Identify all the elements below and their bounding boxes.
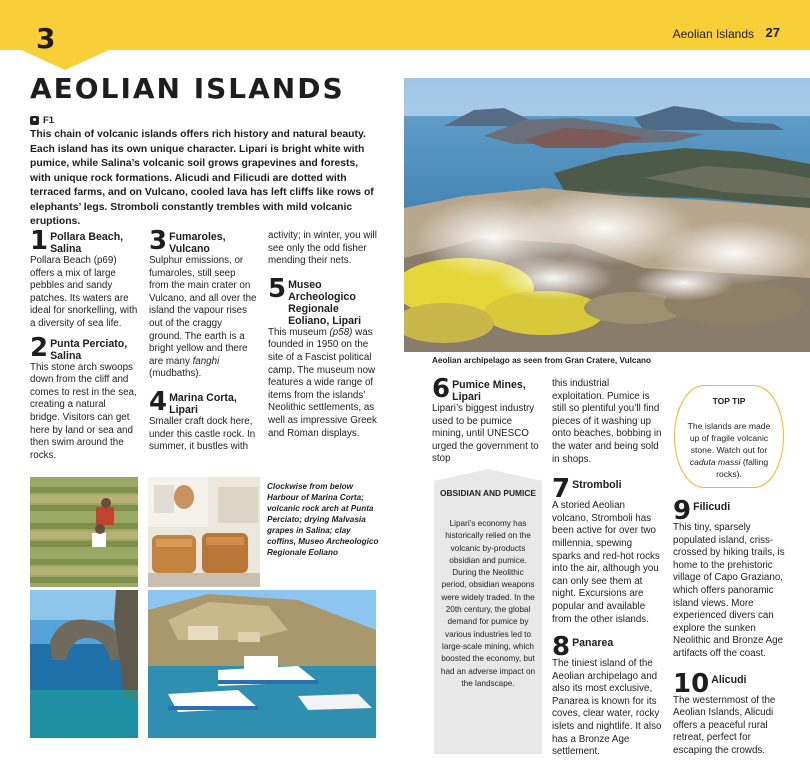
entry-number: 5	[268, 273, 287, 304]
entry-title: Stromboli	[572, 479, 622, 492]
map-reference-label: F1	[43, 115, 55, 126]
entry-title: Punta Perciato, Salina	[50, 337, 128, 362]
map-pin-icon	[30, 116, 39, 125]
entry-title: Pumice Mines, Lipari	[452, 379, 526, 403]
page-number: 27	[765, 25, 780, 40]
entry-number: 7	[552, 474, 571, 505]
entry-body: Lipari’s biggest industry used to be pumice mining, until UNESCO urged the government to stop	[432, 403, 539, 465]
entry-number: 6	[432, 374, 451, 404]
entry-body: This museum (p58) was founded in 1950 on the site of a Fascist political camp. The museum now features a wide range of items from the islands’ Neolithic settlements, as well as impressive Greek and Roman displays.	[268, 326, 377, 439]
top-tip-box	[674, 385, 784, 488]
entry-body: The westernmost of the Aeolian Islands, Alicudi offers a peaceful rural retreat, perfect for escaping the crowds.	[673, 694, 776, 756]
column-3	[268, 230, 380, 450]
top-tip-title: TOP TIP	[712, 396, 746, 406]
entry-number: 2	[30, 332, 49, 363]
column-2	[149, 226, 257, 464]
entry-body: Pollara Beach (p69) offers a mix of large pebbles and sandy patches. Its waters are ideal for snorkelling, with a diversity of sea life.	[30, 255, 138, 329]
entry-title: Alicudi	[711, 673, 747, 686]
entry-number: 1	[30, 226, 49, 256]
entry-4	[149, 386, 257, 454]
entry-10	[673, 668, 785, 758]
photo-captions-clockwise: Clockwise from below Harbour of Marina Corta; volcanic rock arch at Punta Perciato; drying Malvasia grapes in Salina; clay coffins, Museo Archeologico Regionale Eoliano	[267, 482, 379, 557]
entry-number: 10	[673, 668, 710, 699]
photo-marina-corta-harbour	[148, 590, 376, 738]
entry-6	[432, 374, 540, 466]
sidebar-body: Lipari’s economy has historically relied on the volcanic by-products obsidian and pumice. During the Neolithic period, obsidian weapons were widely traded. In the 20th century, the global demand for pumice by various industries led to large-scale mining, which boosted the economy, but had an adverse impact on the landscape.	[440, 519, 536, 688]
photo-punta-perciato-arch	[30, 590, 138, 738]
entry-body: The tiniest island of the Aeolian archipelago and also its most exclusive, Panarea is known for its coves, clear water, rocky islets and nightlife. It also has a Bronze Age settlement.	[552, 658, 662, 758]
entry-number: 4	[149, 386, 168, 417]
sidebar-title: OBSIDIAN AND PUMICE	[439, 488, 536, 498]
main-photo-aeolian-archipelago	[404, 78, 810, 352]
column-5	[552, 378, 662, 769]
entry-7	[552, 474, 662, 626]
column-6	[673, 496, 785, 768]
photo-drying-grapes	[30, 477, 138, 587]
entry-body: This tiny, sparsely populated island, criss-crossed by hiking trails, is home to the prehistoric village of Capo Graziano, which offers panoramic island views. More experienced divers can explore the sunken Neolithic and Bronze Age artifacts off the coast.	[673, 522, 785, 659]
entry-title: Panarea	[572, 637, 614, 650]
entry-title: Fumaroles, Vulcano	[169, 231, 226, 255]
entry-9	[673, 496, 785, 661]
top-tip-body: The islands are made up of fragile volcanic stone. Watch out for caduta massi (falling rocks).	[687, 421, 771, 479]
entry-6-continued: this industrial exploitation. Pumice is still so plentiful you’ll find pieces of it washing up onto beaches, bobbing in the water and being sold in shops.	[552, 378, 662, 465]
entry-3	[149, 226, 257, 381]
entry-1	[30, 226, 138, 331]
map-reference	[30, 115, 54, 126]
chapter-tab	[22, 14, 108, 70]
entry-body: A storied Aeolian volcano, Stromboli has been active for over two millennia, spewing sparks and red-hot rocks into the air, although you can only see them at night. Excursions are popular and available from the other islands.	[552, 500, 660, 625]
page-title: AEOLIAN ISLANDS	[30, 72, 345, 105]
entry-5	[268, 273, 380, 440]
column-1	[30, 226, 138, 472]
archipelago-illustration	[404, 78, 810, 352]
entry-body: Smaller craft dock here, under this castle rock. In summer, it bustles with	[149, 415, 256, 453]
chapter-number: 3	[36, 22, 56, 55]
main-photo-caption: Aeolian archipelago as seen from Gran Cratere, Vulcano	[432, 356, 652, 365]
entry-8	[552, 632, 662, 759]
intro-paragraph: This chain of volcanic islands offers rich history and natural beauty. Each island has its own unique character. Lipari is bright white with pumice, while Salina’s volcanic soil grows grapevines and forests, with unique rock formations. Alicudi and Filicudi are dotted with terraced farms, and on Vulcano, cooled lava has left cliffs like rows of elephants’ legs. Stromboli constantly trembles with mild volcanic eruptions.	[30, 129, 374, 227]
column-4	[432, 374, 540, 476]
entry-body: This stone arch swoops down from the cliff and comes to rest in the sea, creating a natural bridge. Visitors can get here by land or sea and then swim around the rocks.	[30, 361, 137, 461]
entry-4-continued: activity; in winter, you will see only the odd fisher mending their nets.	[268, 230, 377, 267]
entry-number: 3	[149, 226, 168, 256]
entry-title: Museo Archeologico Regionale Eoliano, Lipari	[288, 278, 362, 327]
entry-title: Filicudi	[693, 501, 731, 513]
photo-clay-coffins	[148, 477, 260, 587]
entry-2	[30, 332, 138, 463]
running-head: Aeolian Islands	[672, 27, 754, 41]
header-band	[0, 0, 810, 50]
entry-number: 9	[673, 496, 692, 526]
entry-body: Sulphur emissions, or fumaroles, still seep from the main crater on Vulcano, and all over the island the vapour rises out of the craggy ground. The earth is a bright yellow and there are many fanghi (mudbaths).	[149, 255, 257, 380]
entry-number: 8	[552, 632, 571, 663]
entry-title: Pollara Beach, Salina	[50, 231, 124, 255]
entry-title: Marina Corta, Lipari	[169, 391, 237, 416]
